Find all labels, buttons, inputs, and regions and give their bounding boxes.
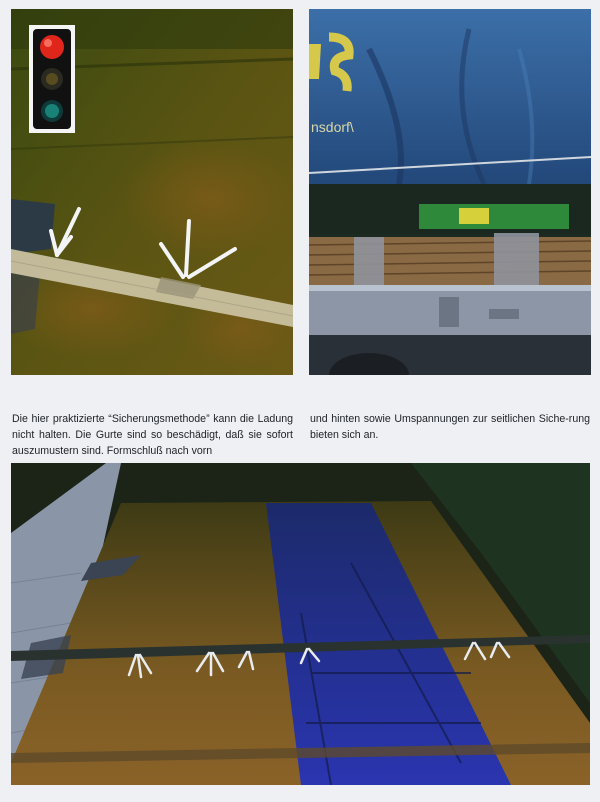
caption-left: Die hier praktizierte “Sicherungsmethode” kann die Ladung nicht halten. Die Gurte sind so beschädigt, daß sie sofort auszumustern sind. Formschluß nach vorn: [12, 412, 293, 457]
dark-block: [11, 199, 55, 254]
photo-damaged-strap: [11, 9, 293, 375]
photo-truck-side: [309, 9, 591, 375]
traffic-light-icon: [29, 25, 75, 133]
photo-loading-floor: [11, 463, 590, 785]
caption-right: und hinten sowie Umspannungen zur seitlichen Siche-rung bieten sich an.: [310, 412, 590, 441]
tarp: [309, 9, 591, 184]
strap-right: [494, 233, 539, 289]
strap-left: [354, 237, 384, 287]
tarp-lettering: nsdorf\: [311, 119, 354, 135]
